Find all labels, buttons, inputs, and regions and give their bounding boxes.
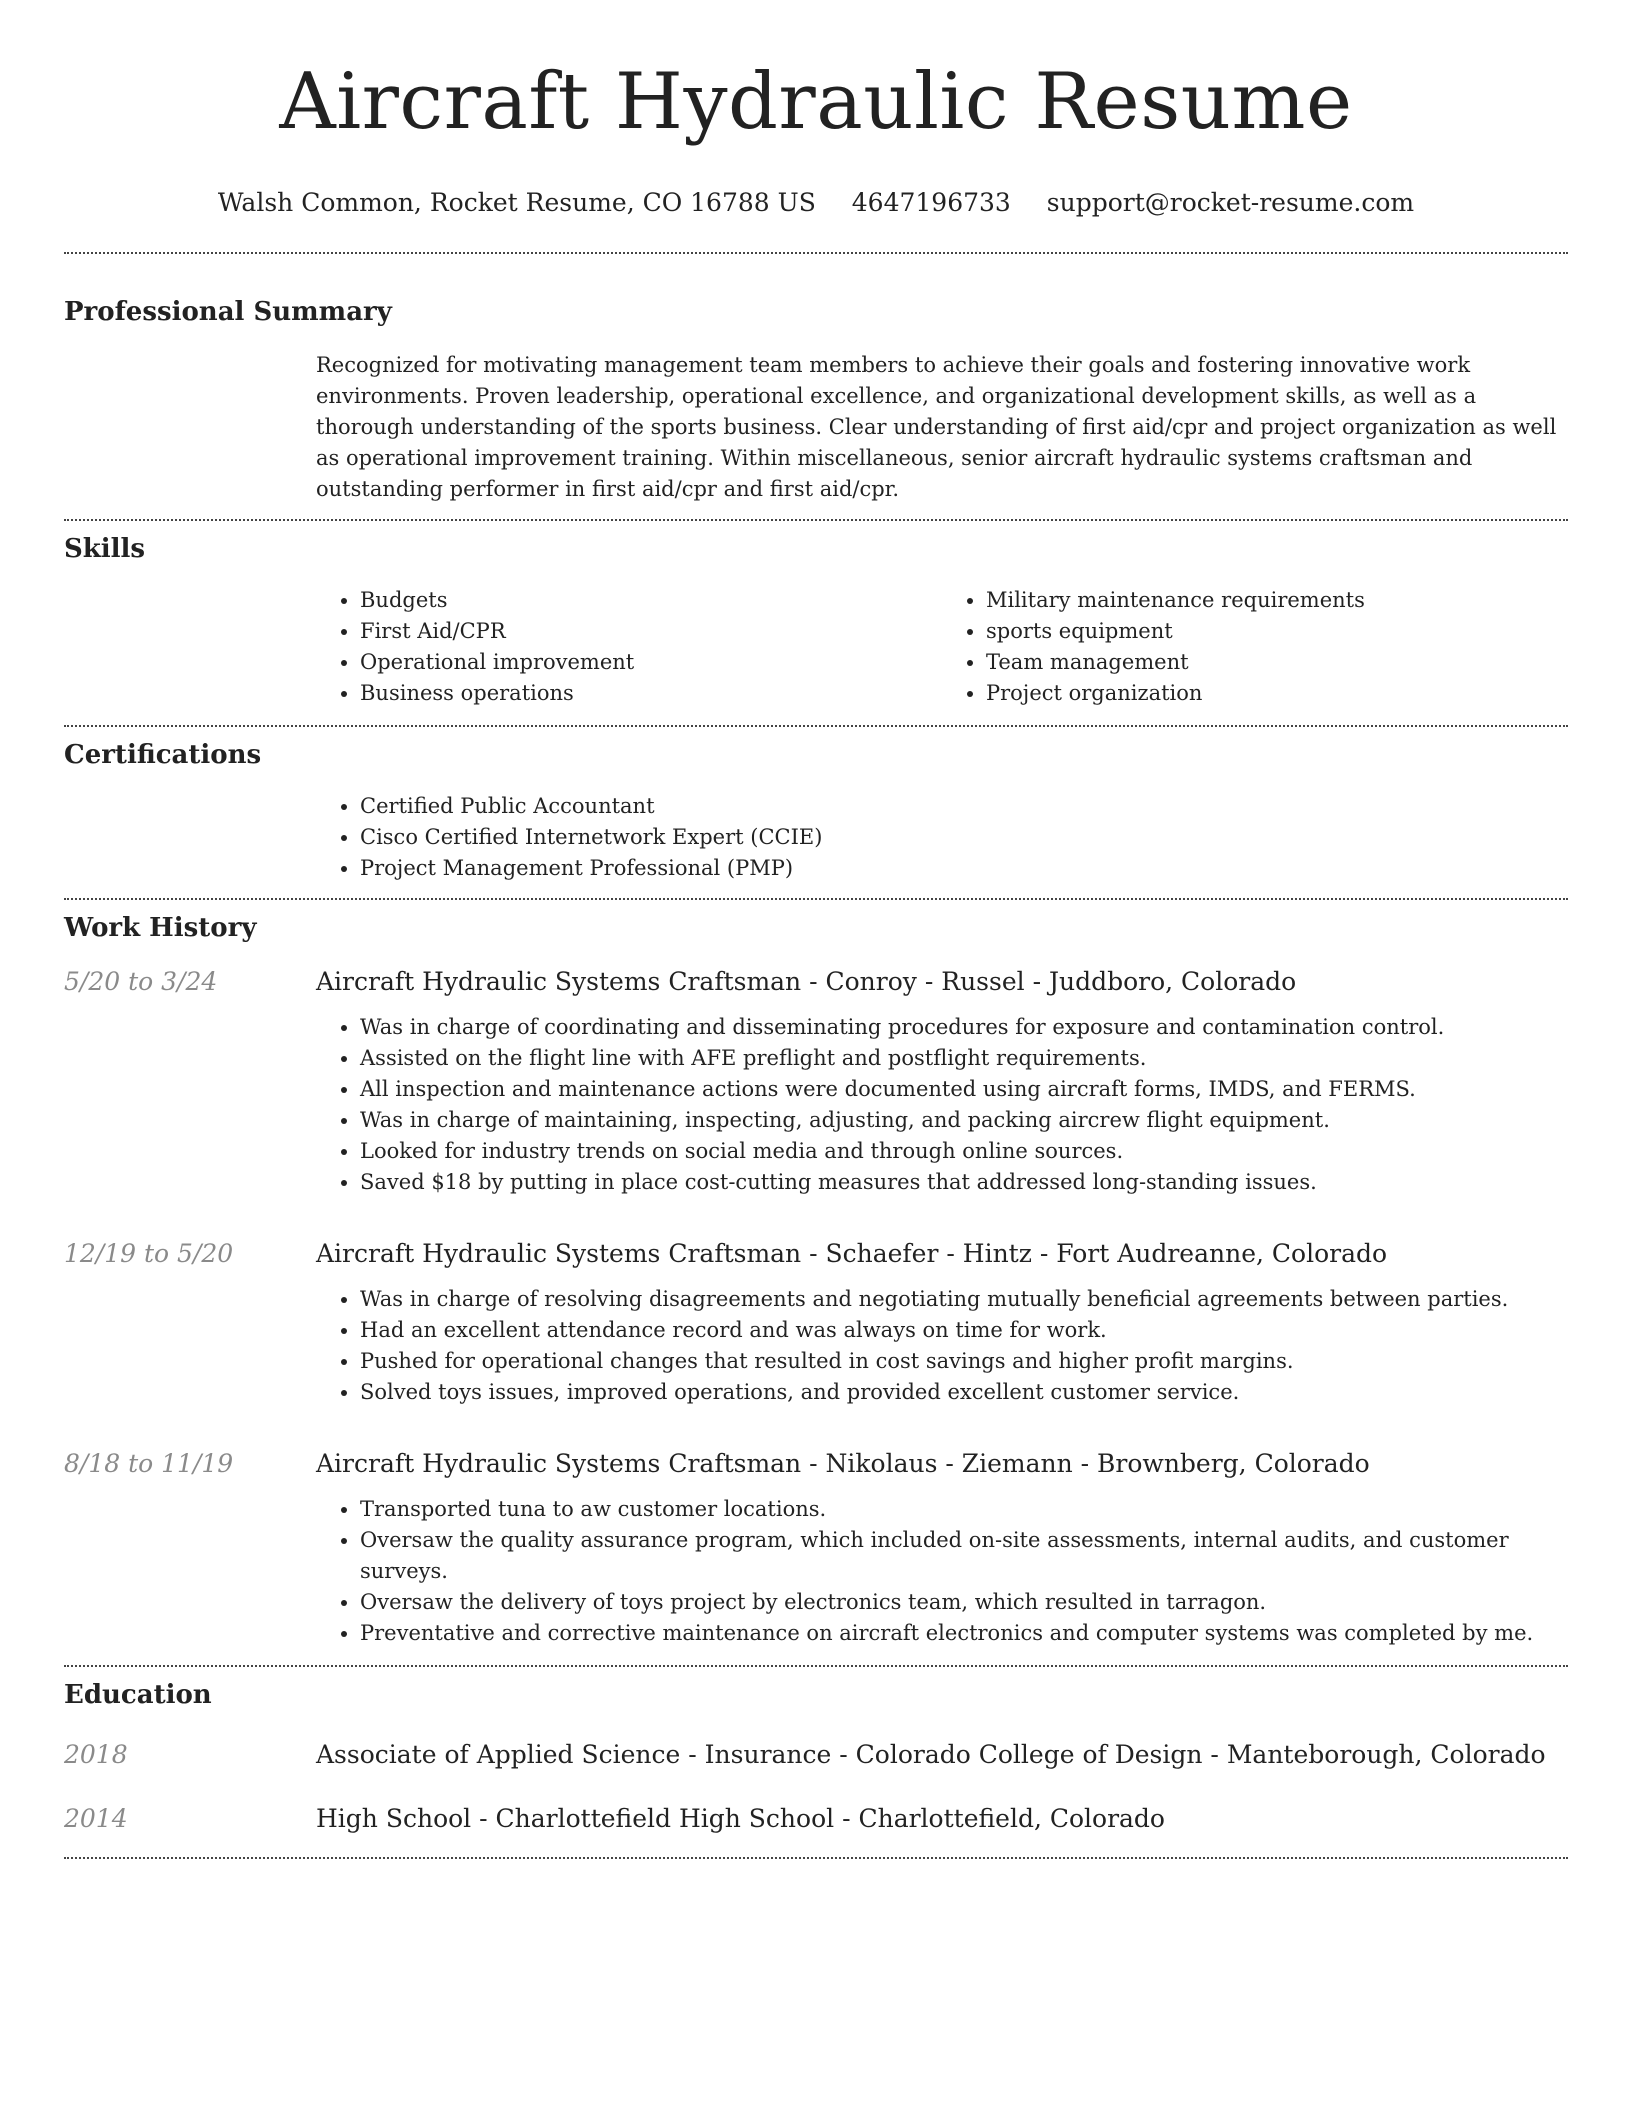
education-year: 2018 — [64, 1740, 128, 1769]
skill-item: • sports equipment — [986, 616, 1568, 647]
work-history-heading: Work History — [64, 913, 257, 943]
certification-item: • Cisco Certified Internetwork Expert (CCIE) — [360, 822, 1568, 853]
contact-address: Walsh Common, Rocket Resume, CO 16788 US — [217, 188, 816, 217]
certifications-bullets — [316, 791, 1568, 884]
skills-column-right — [942, 585, 1568, 709]
job-bullet: • Had an excellent attendance record and was always on time for work. — [360, 1315, 1568, 1346]
job-dates: 12/19 to 5/20 — [64, 1239, 234, 1268]
certification-item: • Project Management Professional (PMP) — [360, 853, 1568, 884]
job-bullet: • Pushed for operational changes that resulted in cost savings and higher profit margins. — [360, 1346, 1568, 1377]
education-title: Associate of Applied Science - Insurance - Colorado College of Design - Manteborough, Colorado — [316, 1740, 1546, 1769]
education-entry — [64, 1771, 1568, 1835]
job-dates: 8/18 to 11/19 — [64, 1449, 234, 1478]
job-bullet: • Transported tuna to aw customer locations. — [360, 1494, 1568, 1525]
job-bullet: • Preventative and corrective maintenance on aircraft electronics and computer systems was completed by me. — [360, 1618, 1568, 1649]
job-bullets — [316, 1480, 1568, 1649]
job-title: Aircraft Hydraulic Systems Craftsman - Nikolaus - Ziemann - Brownberg, Colorado — [316, 1449, 1370, 1478]
summary-section — [64, 254, 1568, 519]
skill-item: • Military maintenance requirements — [986, 585, 1568, 616]
job-bullet: • Looked for industry trends on social media and through online sources. — [360, 1136, 1568, 1167]
job-entry — [64, 1408, 1568, 1649]
certifications-section — [64, 727, 1568, 898]
job-title: Aircraft Hydraulic Systems Craftsman - Conroy - Russel - Juddboro, Colorado — [316, 967, 1297, 996]
resume-title: Aircraft Hydraulic Resume — [279, 57, 1353, 147]
job-bullet: • Was in charge of coordinating and disseminating procedures for exposure and contamination control. — [360, 1012, 1568, 1043]
job-bullets — [316, 1270, 1568, 1408]
contact-phone: 4647196733 — [851, 188, 1011, 217]
work-history-section — [64, 900, 1568, 1665]
education-entry — [64, 1711, 1568, 1771]
skill-item: • First Aid/CPR — [360, 616, 942, 647]
education-title: High School - Charlottefield High School - Charlottefield, Colorado — [316, 1804, 1165, 1833]
skills-list — [316, 565, 1568, 725]
certifications-heading: Certifications — [64, 740, 262, 770]
skills-column-left — [316, 585, 942, 709]
certification-item: • Certified Public Accountant — [360, 791, 1568, 822]
contact-email: support@rocket-resume.com — [1046, 188, 1415, 217]
education-year: 2014 — [64, 1804, 128, 1833]
skills-heading: Skills — [64, 534, 146, 564]
skill-item: • Team management — [986, 647, 1568, 678]
education-heading: Education — [64, 1680, 212, 1710]
job-entry — [64, 1198, 1568, 1408]
job-bullet: • Saved $18 by putting in place cost-cutting measures that addressed long-standing issues. — [360, 1167, 1568, 1198]
job-bullet: • Solved toys issues, improved operations, and provided excellent customer service. — [360, 1377, 1568, 1408]
job-bullet: • Assisted on the flight line with AFE preflight and postflight requirements. — [360, 1043, 1568, 1074]
job-bullet: • Oversaw the quality assurance program, which included on-site assessments, internal audits, and customer surveys. — [360, 1525, 1568, 1587]
education-section — [64, 1667, 1568, 1857]
job-bullet: • Was in charge of resolving disagreements and negotiating mutually beneficial agreements between parties. — [360, 1284, 1568, 1315]
job-entry — [64, 944, 1568, 1198]
summary-text: Recognized for motivating management team members to achieve their goals and fostering innovative work environments. Proven leadership, operational excellence, and organizational development skills, as well as a thorough understanding of the sports business. Clear understanding of first aid/cpr and project organization as well as operational improvement training. Within miscellaneous, senior aircraft hydraulic systems craftsman and outstanding performer in first aid/cpr and first aid/cpr. — [316, 353, 1557, 501]
job-bullet: • Oversaw the delivery of toys project by electronics team, which resulted in tarragon. — [360, 1587, 1568, 1618]
job-bullets — [316, 998, 1568, 1198]
skill-item: • Project organization — [986, 678, 1568, 709]
job-header — [64, 966, 1568, 998]
job-header — [64, 1448, 1568, 1480]
skill-item: • Business operations — [360, 678, 942, 709]
certifications-list — [316, 771, 1568, 898]
job-bullet: • All inspection and maintenance actions were documented using aircraft forms, IMDS, and FERMS. — [360, 1074, 1568, 1105]
job-title: Aircraft Hydraulic Systems Craftsman - Schaefer - Hintz - Fort Audreanne, Colorado — [316, 1239, 1388, 1268]
job-dates: 5/20 to 3/24 — [64, 967, 218, 996]
summary-heading: Professional Summary — [64, 297, 392, 327]
skills-section — [64, 521, 1568, 725]
skill-item: • Budgets — [360, 585, 942, 616]
job-header — [64, 1238, 1568, 1270]
resume-page — [64, 0, 1568, 1859]
contact-line — [64, 188, 1568, 218]
skill-item: • Operational improvement — [360, 647, 942, 678]
job-bullet: • Was in charge of maintaining, inspecting, adjusting, and packing aircrew flight equipment. — [360, 1105, 1568, 1136]
section-divider — [64, 1857, 1568, 1859]
